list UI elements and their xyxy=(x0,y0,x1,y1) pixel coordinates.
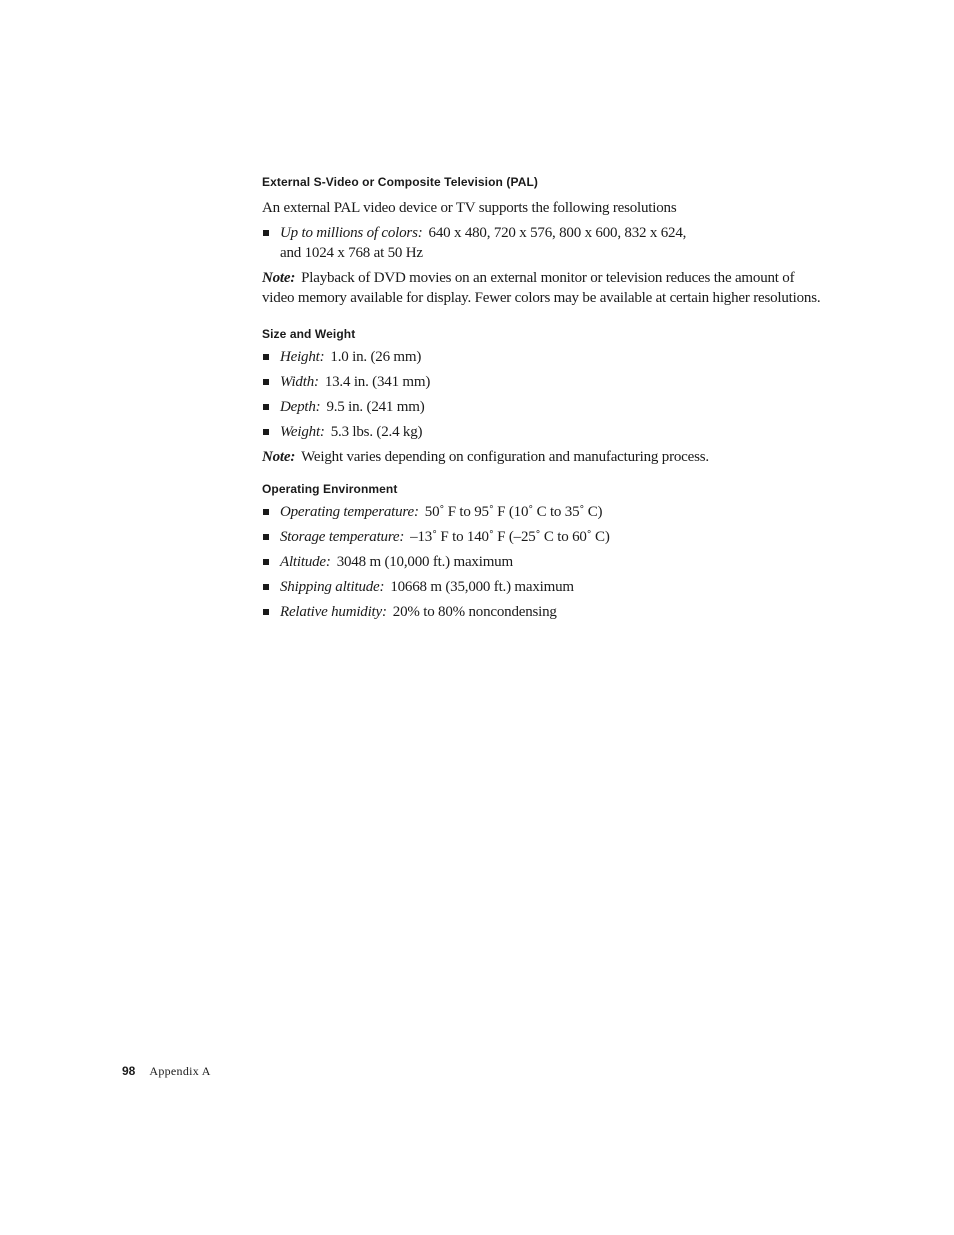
note-label: Note: xyxy=(262,449,296,465)
item-value: 3048 m (10,000 ft.) maximum xyxy=(336,554,513,570)
bullet-square-icon xyxy=(263,559,269,565)
item-label: Up to millions of colors: xyxy=(280,225,423,241)
size-weight-heading: Size and Weight xyxy=(262,327,356,341)
page-number: 98 xyxy=(122,1064,136,1078)
bullet-square-icon xyxy=(263,404,269,410)
list-item xyxy=(262,502,822,522)
list-item xyxy=(262,422,822,442)
bullet-square-icon xyxy=(263,534,269,540)
size-weight-note xyxy=(262,447,822,467)
bullet-square-icon xyxy=(263,379,269,385)
note-text: Weight varies depending on configuration and manufacturing process. xyxy=(301,449,709,465)
bullet-square-icon xyxy=(263,509,269,515)
pal-intro: An external PAL video device or TV supports the following resolutions xyxy=(262,200,677,216)
list-item xyxy=(262,397,822,417)
item-value: –13˚ F to 140˚ F (–25˚ C to 60˚ C) xyxy=(410,529,610,545)
item-label: Relative humidity: xyxy=(280,604,387,620)
size-weight-list xyxy=(262,347,822,442)
item-value: 1.0 in. (26 mm) xyxy=(330,349,422,365)
list-item xyxy=(262,577,822,597)
item-value: 13.4 in. (341 mm) xyxy=(324,374,431,390)
bullet-square-icon xyxy=(263,609,269,615)
item-value: 640 x 480, 720 x 576, 800 x 600, 832 x 624, xyxy=(428,225,687,241)
page-footer xyxy=(122,1063,211,1079)
item-label: Altitude: xyxy=(280,554,331,570)
bullet-square-icon xyxy=(263,429,269,435)
list-item xyxy=(262,347,822,367)
item-label: Weight: xyxy=(280,424,325,440)
page-content xyxy=(262,172,822,627)
operating-environment-heading: Operating Environment xyxy=(262,482,398,496)
item-label: Storage temperature: xyxy=(280,529,405,545)
pal-resolution-list xyxy=(262,223,822,263)
list-item xyxy=(262,602,822,622)
bullet-square-icon xyxy=(263,230,269,236)
list-item xyxy=(262,552,822,572)
note-text: Playback of DVD movies on an external monitor or television reduces the amount of video memory available for display. Fewer colors may be available at certain higher resolutions. xyxy=(262,270,821,306)
note-label: Note: xyxy=(262,270,296,286)
item-value-continued: and 1024 x 768 at 50 Hz xyxy=(280,245,423,261)
item-label: Width: xyxy=(280,374,319,390)
operating-environment-list xyxy=(262,502,822,622)
list-item xyxy=(262,372,822,392)
pal-heading: External S-Video or Composite Television (PAL) xyxy=(262,175,538,189)
item-label: Height: xyxy=(280,349,325,365)
item-value: 10668 m (35,000 ft.) maximum xyxy=(390,579,574,595)
item-value: 50˚ F to 95˚ F (10˚ C to 35˚ C) xyxy=(424,504,603,520)
bullet-square-icon xyxy=(263,354,269,360)
list-item xyxy=(262,223,822,263)
item-value: 5.3 lbs. (2.4 kg) xyxy=(330,424,423,440)
list-item xyxy=(262,527,822,547)
item-value: 9.5 in. (241 mm) xyxy=(326,399,425,415)
item-label: Depth: xyxy=(280,399,321,415)
item-value: 20% to 80% noncondensing xyxy=(392,604,557,620)
item-label: Operating temperature: xyxy=(280,504,419,520)
item-label: Shipping altitude: xyxy=(280,579,385,595)
pal-note xyxy=(262,268,822,308)
bullet-square-icon xyxy=(263,584,269,590)
footer-section-label: Appendix A xyxy=(149,1064,211,1078)
